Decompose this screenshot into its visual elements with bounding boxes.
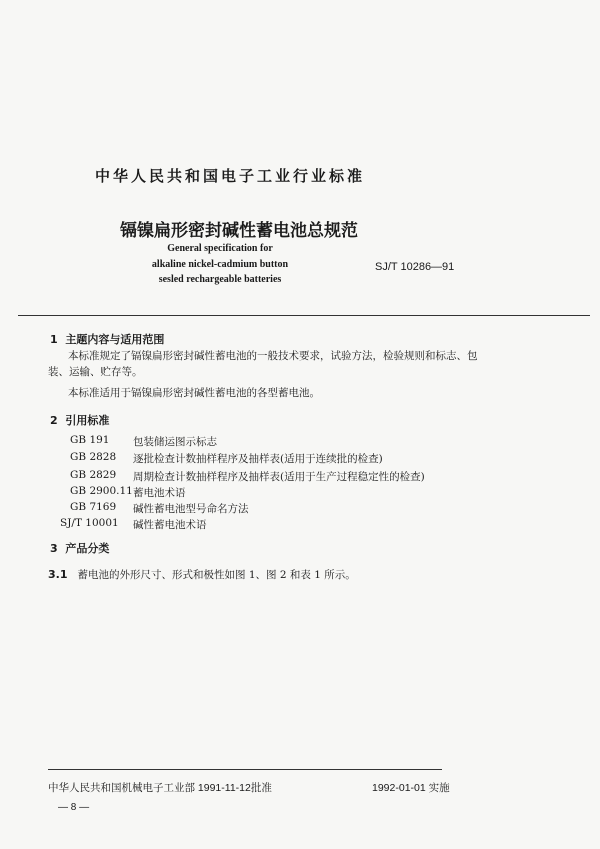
paragraph: 本标准规定了镉镍扁形密封碱性蓄电池的一般技术要求，试验方法，检验规则和标志、包 bbox=[68, 350, 478, 362]
page-number: — 8 — bbox=[58, 802, 90, 813]
ref-code: GB 2900.11 bbox=[70, 485, 133, 497]
section-heading bbox=[50, 331, 164, 347]
ref-code: GB 2829 bbox=[70, 469, 117, 481]
section-number: 3 bbox=[50, 542, 58, 555]
document-title-en-line: alkaline nickel-cadmium button bbox=[151, 259, 289, 270]
ref-code: SJ/T 10001 bbox=[60, 517, 119, 529]
ref-title: 逐批检查计数抽样程序及抽样表(适用于连续批的检查) bbox=[133, 453, 383, 465]
ref-title: 碱性蓄电池型号命名方法 bbox=[133, 503, 249, 515]
ref-code: GB 191 bbox=[70, 434, 110, 446]
ref-title: 碱性蓄电池术语 bbox=[133, 519, 207, 531]
section-number: 2 bbox=[50, 414, 58, 427]
section-heading bbox=[50, 540, 109, 556]
paragraph: 装、运输、贮存等。 bbox=[48, 366, 143, 378]
approval-line: 中华人民共和国机械电子工业部 1991-11-12批准 bbox=[48, 782, 272, 794]
standard-code: SJ/T 10286—91 bbox=[375, 261, 455, 273]
section-heading bbox=[50, 412, 109, 428]
header-divider bbox=[18, 315, 590, 316]
section-title: 引用标准 bbox=[65, 414, 110, 427]
subsection-number: 3.1 bbox=[48, 568, 68, 581]
paragraph: 本标准适用于镉镍扁形密封碱性蓄电池的各型蓄电池。 bbox=[68, 387, 320, 399]
ref-title: 蓄电池术语 bbox=[133, 487, 186, 499]
effective-date: 1992-01-01 实施 bbox=[372, 782, 450, 794]
org-standard-heading: 中华人民共和国电子工业行业标准 bbox=[95, 167, 366, 185]
subsection bbox=[48, 567, 356, 582]
footer-divider bbox=[48, 769, 442, 770]
ref-code: GB 2828 bbox=[70, 451, 117, 463]
ref-title: 周期检查计数抽样程序及抽样表(适用于生产过程稳定性的检查) bbox=[133, 471, 425, 483]
section-title: 主题内容与适用范围 bbox=[65, 333, 165, 346]
ref-code: GB 7169 bbox=[70, 501, 117, 513]
document-title-cn: 镉镍扁形密封碱性蓄电池总规范 bbox=[120, 221, 358, 241]
section-title: 产品分类 bbox=[65, 542, 110, 555]
section-number: 1 bbox=[50, 333, 58, 346]
document-title-en-line: sesled rechargeable batteries bbox=[158, 274, 282, 285]
ref-title: 包装储运图示标志 bbox=[133, 436, 217, 448]
document-title-en-line: General specification for bbox=[167, 243, 273, 254]
subsection-text: 蓄电池的外形尺寸、形式和极性如图 1、图 2 和表 1 所示。 bbox=[77, 569, 356, 581]
